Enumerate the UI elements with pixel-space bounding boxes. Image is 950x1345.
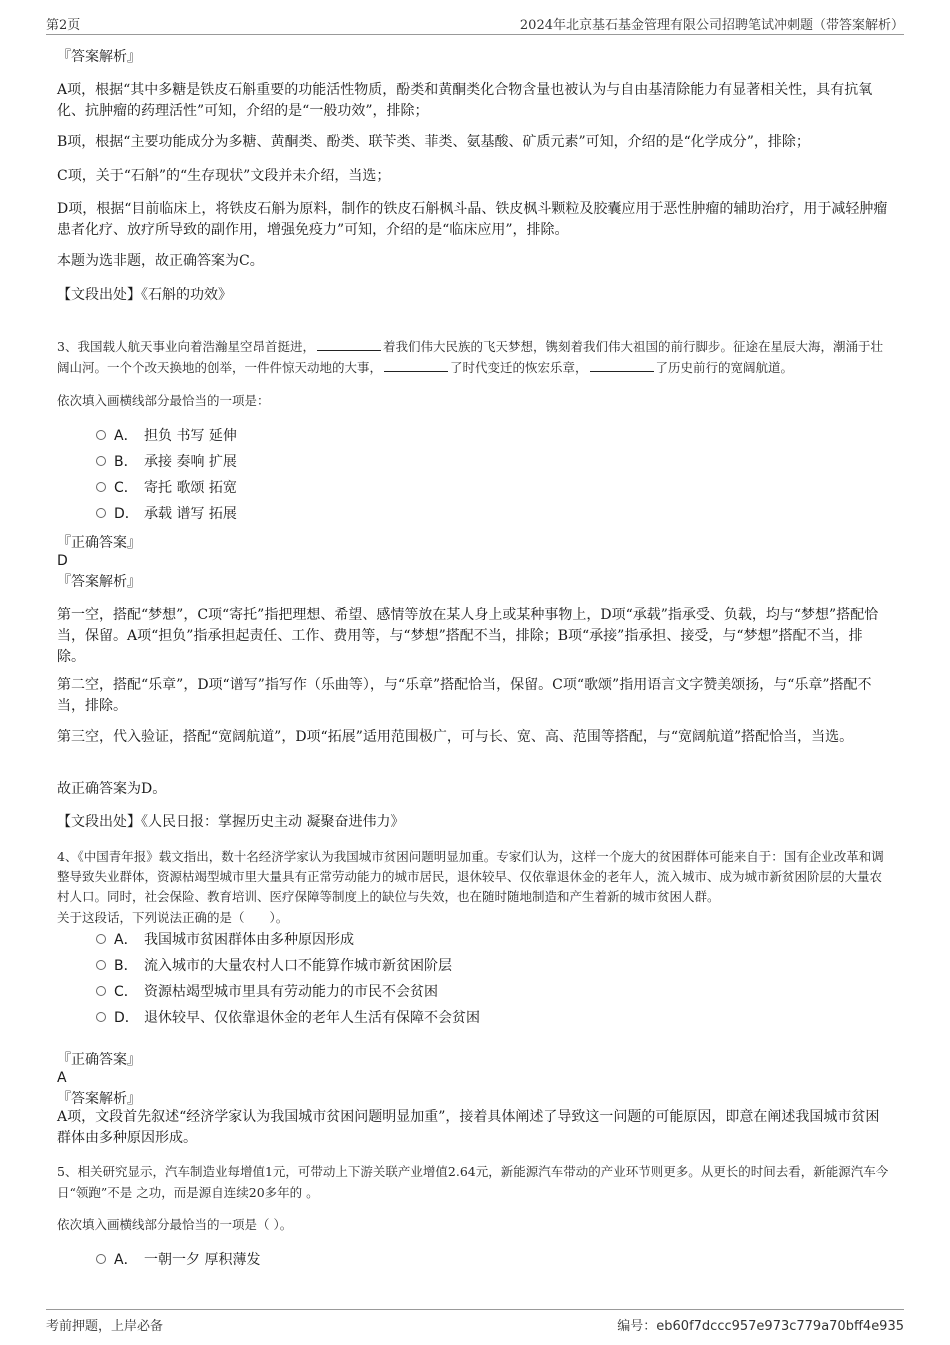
q4-correct-tag: 『正确答案』	[57, 1052, 141, 1068]
q3-option-b[interactable]: B． 承接 奏响 扩展	[96, 451, 237, 473]
q2-source: 【文段出处】《石斛的功效》	[57, 287, 232, 303]
q3-analysis-1: 第一空，搭配“梦想”，C项“寄托”指把理想、希望、感情等放在某人身上或某种事物上，D项“承载”指承受、负载，均与“梦想”搭配恰当，保留。A项“担负”指承担起责任、工作、费用等，与“梦想”搭配不当，排除；B项“承接”指承担、接受，与“梦想”搭配不当，排除。	[57, 607, 879, 665]
q2-analysis-b: B项，根据“主要功能成分为多糖、黄酮类、酚类、联苄类、菲类、氨基酸、矿质元素”可知，介绍的是“化学成分”，排除；	[57, 134, 810, 150]
q3-prompt: 依次填入画横线部分最恰当的一项是：	[57, 393, 270, 408]
q2-conclusion: 本题为选非题，故正确答案为C。	[57, 253, 264, 269]
document-id-label: 编号：	[617, 1319, 657, 1334]
radio-icon[interactable]	[96, 1012, 106, 1022]
q3-stem-part2: 着我们伟大民族的飞天梦想，镌刻着我们伟大祖国的前行脚步。征途在星辰大海，潮涌于壮阔山河。一个个改天换地的创举，一件件惊天动地的大事，	[57, 339, 883, 375]
page-footer	[46, 1309, 904, 1334]
q4-analysis: A项，文段首先叙述“经济学家认为我国城市贫困问题明显加重”，接着具体阐述了导致这一问题的可能原因，即意在阐述我国城市贫困群体由多种原因形成。	[57, 1109, 880, 1146]
q4-option-b[interactable]: B． 流入城市的大量农村人口不能算作城市新贫困阶层	[96, 955, 452, 977]
q4-option-d[interactable]: D． 退休较早、仅依靠退休金的老年人生活有保障不会贫困	[96, 1007, 480, 1029]
radio-icon[interactable]	[96, 508, 106, 518]
q2-analysis-a: A项，根据“其中多糖是铁皮石斛重要的功能活性物质，酚类和黄酮类化合物含量也被认为与自由基清除能力有显著相关性，具有抗氧化、抗肿瘤的药理活性”可知，介绍的是“一般功效”，排除；	[57, 82, 873, 119]
q4-correct-answer: A	[57, 1070, 67, 1086]
footer-slogan: 考前押题，上岸必备	[46, 1319, 164, 1334]
q3-option-a[interactable]: A． 担负 书写 延伸	[96, 425, 237, 447]
q2-analysis-c: C项，关于“石斛”的“生存现状”文段并未介绍，当选；	[57, 168, 391, 184]
q4-prompt: 关于这段话，下列说法正确的是（ ）。	[57, 910, 289, 925]
q3-stem-part1: 3、我国载人航天事业向着浩瀚星空昂首挺进，	[57, 339, 315, 354]
q5-prompt: 依次填入画横线部分最恰当的一项是（ ）。	[57, 1217, 293, 1232]
q3-analysis-2: 第二空，搭配“乐章”，D项“谱写”指写作（乐曲等），与“乐章”搭配恰当，保留。C项“歌颂”指用语言文字赞美颂扬，与“乐章”搭配不当，排除。	[57, 677, 872, 714]
q3-analysis-3: 第三空，代入验证，搭配“宽阔航道”，D项“拓展”适用范围极广，可与长、宽、高、范围等搭配，与“宽阔航道”搭配恰当，当选。	[57, 729, 854, 745]
q4-stem: 4、《中国青年报》载文指出，数十名经济学家认为我国城市贫困问题明显加重。专家们认为，这样一个庞大的贫困群体可能来自于：国有企业改革和调整导致失业群体，资源枯竭型城市里大量具有正常劳动能力的城市居民，退休较早、仅依靠退休金的老年人，流入城市、成为城市新贫困阶层的大量农村人口。同时，社会保险、教育培训、医疗保障等制度上的缺位与失效，也在随时随地制造和产生着新的城市贫困人群。	[57, 849, 884, 904]
q3-option-d[interactable]: D． 承载 谱写 拓展	[96, 503, 237, 525]
blank-line	[317, 338, 381, 351]
document-id-value: eb60f7dccc957e973c779a70bff4e935	[656, 1319, 904, 1334]
q5-option-a[interactable]: A． 一朝一夕 厚积薄发	[96, 1249, 260, 1271]
q3-option-c[interactable]: C． 寄托 歌颂 拓宽	[96, 477, 237, 499]
q4-analysis-tag: 『答案解析』	[57, 1091, 141, 1107]
blank-line	[590, 359, 654, 372]
q3-stem-part3: 了时代变迁的恢宏乐章，	[450, 360, 588, 375]
radio-icon[interactable]	[96, 482, 106, 492]
q3-stem-part4: 了历史前行的宽阔航道。	[655, 360, 794, 375]
q2-analysis-d: D项，根据“目前临床上，将铁皮石斛为原料，制作的铁皮石斛枫斗晶、铁皮枫斗颗粒及胶囊应用于恶性肿瘤的辅助治疗，用于减轻肿瘤患者化疗、放疗所导致的副作用，增强免疫力”可知，介绍的是“临床应用”，排除。	[57, 201, 888, 238]
page-number: 第2页	[46, 18, 81, 33]
radio-icon[interactable]	[96, 456, 106, 466]
radio-icon[interactable]	[96, 986, 106, 996]
q2-analysis-tag: 『答案解析』	[57, 49, 141, 65]
q3-source: 【文段出处】《人民日报：掌握历史主动 凝聚奋进伟力》	[57, 814, 405, 830]
page-header	[46, 14, 904, 35]
q4-option-c[interactable]: C． 资源枯竭型城市里具有劳动能力的市民不会贫困	[96, 981, 438, 1003]
radio-icon[interactable]	[96, 1254, 106, 1264]
document-title: 2024年北京基石基金管理有限公司招聘笔试冲刺题（带答案解析）	[519, 18, 904, 33]
q3-analysis-tag: 『答案解析』	[57, 574, 141, 590]
radio-icon[interactable]	[96, 430, 106, 440]
q3-correct-tag: 『正确答案』	[57, 535, 141, 551]
radio-icon[interactable]	[96, 960, 106, 970]
q5-stem: 5、相关研究显示，汽车制造业每增值1元，可带动上下游关联产业增值2.64元，新能源汽车带动的产业环节则更多。从更长的时间去看，新能源汽车今日“领跑”不是 之功，而是源自连续20多年的 。	[57, 1164, 889, 1200]
radio-icon[interactable]	[96, 934, 106, 944]
document-id	[617, 1315, 904, 1334]
q3-stem	[57, 336, 890, 378]
q4-option-a[interactable]: A． 我国城市贫困群体由多种原因形成	[96, 929, 354, 951]
blank-line	[384, 359, 448, 372]
q3-conclusion: 故正确答案为D。	[57, 781, 167, 797]
q3-correct-answer: D	[57, 553, 68, 569]
